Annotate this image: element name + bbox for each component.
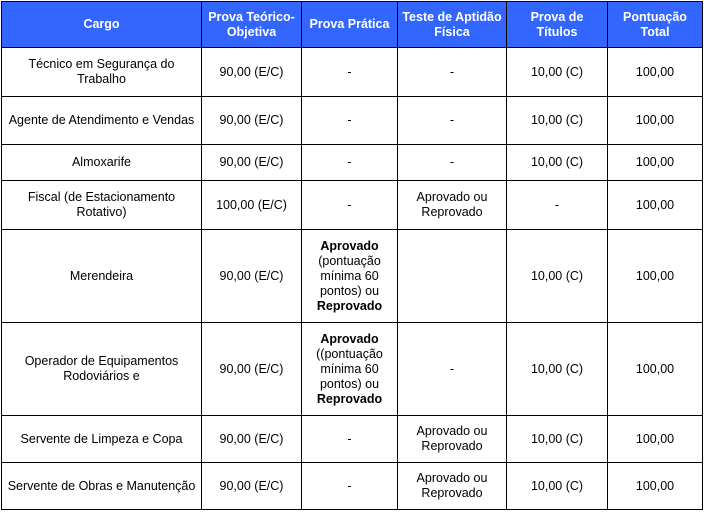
cell-cargo: Servente de Obras e Manutenção xyxy=(2,463,202,510)
cell-teorico: 90,00 (E/C) xyxy=(202,230,302,323)
cell-titulos: 10,00 (C) xyxy=(507,416,608,463)
header-pontuacao-total: Pontuação Total xyxy=(608,2,703,48)
cell-pratica: - xyxy=(302,48,398,97)
cell-total: 100,00 xyxy=(608,48,703,97)
cell-teorico: 90,00 (E/C) xyxy=(202,416,302,463)
cell-teorico: 90,00 (E/C) xyxy=(202,323,302,416)
header-prova-pratica: Prova Prática xyxy=(302,2,398,48)
cell-titulos: 10,00 (C) xyxy=(507,145,608,181)
cell-aptidao: - xyxy=(398,145,507,181)
cell-cargo: Almoxarife xyxy=(2,145,202,181)
header-prova-titulos: Prova de Títulos xyxy=(507,2,608,48)
cell-titulos: 10,00 (C) xyxy=(507,48,608,97)
cell-titulos: - xyxy=(507,181,608,230)
cell-total: 100,00 xyxy=(608,181,703,230)
table-row xyxy=(2,97,703,145)
cell-cargo: Operador de Equipamentos Rodoviários e xyxy=(2,323,202,416)
cell-aptidao: - xyxy=(398,48,507,97)
cell-pratica xyxy=(302,230,398,323)
cell-teorico: 90,00 (E/C) xyxy=(202,48,302,97)
cell-total: 100,00 xyxy=(608,323,703,416)
cell-aptidao: Aprovado ou Reprovado xyxy=(398,463,507,510)
cell-total: 100,00 xyxy=(608,145,703,181)
cell-pratica: - xyxy=(302,181,398,230)
cell-teorico: 100,00 (E/C) xyxy=(202,181,302,230)
header-prova-teorico: Prova Teórico-Objetiva xyxy=(202,2,302,48)
cell-teorico: 90,00 (E/C) xyxy=(202,97,302,145)
cell-teorico: 90,00 (E/C) xyxy=(202,463,302,510)
pratica-reprovado: Reprovado xyxy=(316,298,383,313)
cell-pratica: - xyxy=(302,145,398,181)
table-row xyxy=(2,323,703,416)
header-cargo: Cargo xyxy=(2,2,202,48)
cell-total: 100,00 xyxy=(608,463,703,510)
cell-pratica: - xyxy=(302,463,398,510)
pratica-reprovado: Reprovado xyxy=(316,391,383,406)
cell-total: 100,00 xyxy=(608,416,703,463)
table-row xyxy=(2,463,703,510)
cell-titulos: 10,00 (C) xyxy=(507,97,608,145)
cell-aptidao: Aprovado ou Reprovado xyxy=(398,416,507,463)
cell-cargo: Fiscal (de Estacionamento Rotativo) xyxy=(2,181,202,230)
cell-titulos: 10,00 (C) xyxy=(507,463,608,510)
table-row xyxy=(2,230,703,323)
header-teste-aptidao: Teste de Aptidão Física xyxy=(398,2,507,48)
cell-teorico: 90,00 (E/C) xyxy=(202,145,302,181)
cell-cargo: Agente de Atendimento e Vendas xyxy=(2,97,202,145)
table-row xyxy=(2,416,703,463)
header-row xyxy=(2,2,703,48)
cell-total: 100,00 xyxy=(608,97,703,145)
table-row xyxy=(2,145,703,181)
cell-titulos: 10,00 (C) xyxy=(507,230,608,323)
table-row xyxy=(2,48,703,97)
cell-aptidao: - xyxy=(398,97,507,145)
pratica-aprovado: Aprovado xyxy=(320,331,379,346)
cargo-score-table xyxy=(1,1,703,510)
cell-cargo: Servente de Limpeza e Copa xyxy=(2,416,202,463)
cell-cargo: Técnico em Segurança do Trabalho xyxy=(2,48,202,97)
table-row xyxy=(2,181,703,230)
cell-aptidao: Aprovado ou Reprovado xyxy=(398,181,507,230)
cell-titulos: 10,00 (C) xyxy=(507,323,608,416)
pratica-criterio: (pontuação mínima 60 pontos) ou xyxy=(318,253,381,298)
cell-pratica: - xyxy=(302,416,398,463)
cell-aptidao xyxy=(398,230,507,323)
pratica-criterio: ((pontuação mínima 60 pontos) ou xyxy=(316,346,383,391)
cell-total: 100,00 xyxy=(608,230,703,323)
cell-cargo: Merendeira xyxy=(2,230,202,323)
cell-aptidao: - xyxy=(398,323,507,416)
cell-pratica: - xyxy=(302,97,398,145)
cell-pratica xyxy=(302,323,398,416)
pratica-aprovado: Aprovado xyxy=(320,238,379,253)
